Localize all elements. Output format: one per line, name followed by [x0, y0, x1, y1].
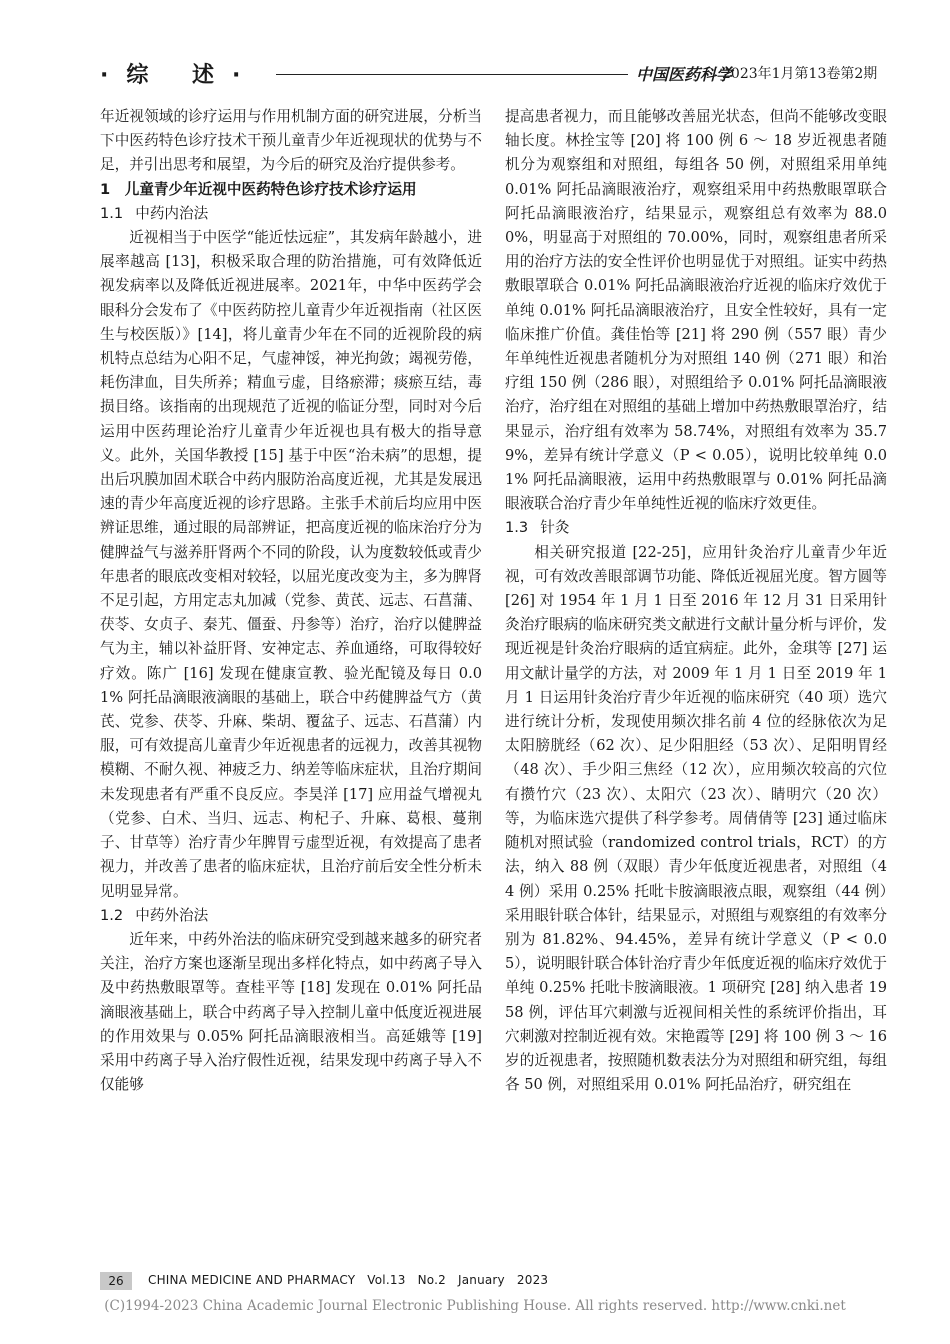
- subsection-number: 1.2: [100, 906, 124, 924]
- page-number: 26: [100, 1272, 132, 1290]
- journal-footer-line: CHINA MEDICINE AND PHARMACY Vol.13 No.2 January 2023: [148, 1273, 549, 1287]
- paragraph-1-2: 近年来，中药外治法的临床研究受到越来越多的研究者关注，治疗方案也逐渐呈现出多样化特点，如中药离子导入及中药热敷眼罩等。查桂平等 [18] 发现在 0.01% 阿托品滴眼液基础上，联合中药离子导入控制儿童中低度近视进展的作用效果与 0.05% 阿托品滴眼液相当。高延娥等 [19] 采用中药离子导入治疗假性近视，结果发现中药离子导入不仅能够: [100, 930, 482, 1094]
- subsection-title: 针灸: [540, 519, 570, 537]
- paragraph-1-1: 近视相当于中医学“能近怯远症”，其发病年龄越小，进展率越高 [13]，积极采取合理的防治措施，可有效降低近视发病率以及降低近视进展率。2021年，中华中医药学会眼科分会发布了《中医药防控儿童青少年近视指南（社区医生与校医版）》[14]，将儿童青少年在不同的近视阶段的病机特点总结为心阳不足，气虚神馁，神光拘敛；竭视劳倦，耗伤津血，目失所养；精血亏虚，目络瘀滞；痰瘀互结，毒损目络。该指南的出现规范了近视的临证分型，同时对今后运用中医药理论治疗儿童青少年近视也具有极大的指导意义。此外，关国华教授 [15] 基于中医“治未病”的思想，提出后巩膜加固术联合中药内服防治高度近视，尤其是发展迅速的青少年高度近视的诊疗思路。主张手术前后均应用中医辨证思维，通过眼的局部辨证，把高度近视的临床治疗分为健脾益气与滋养肝肾两个不同的阶段，认为度数较低或青少年患者的眼底改变相对较轻，以屈光度改变为主，多为脾肾不足引起，方用定志丸加减（党参、黄芪、远志、石菖蒲、茯苓、女贞子、秦艽、僵蚕、丹参等）治疗，治疗以健脾益气为主，辅以补益肝肾、安神定志、养血通络，可取得较好疗效。陈广 [16] 发现在健康宣教、验光配镜及每日 0.01% 阿托品滴眼液滴眼的基础上，联合中药健脾益气方（黄芪、党参、茯苓、升麻、柴胡、覆盆子、远志、石菖蒲）内服，可有效提高儿童青少年近视患者的远视力，改善其视物模糊、不耐久视、神疲乏力、纳差等临床症状，且治疗期间未发现患者有严重不良反应。李昊洋 [17] 应用益气增视丸（党参、白术、当归、远志、枸杞子、升麻、葛根、蔓荆子、甘草等）治疗青少年脾胃亏虚型近视，有效提高了患者视力，并改善了患者的临床症状，且治疗前后安全性分析未见明显异常。: [100, 229, 482, 900]
- intro-paragraph: 年近视领域的诊疗运用与作用机制方面的研究进展，分析当下中医药特色诊疗技术干预儿童青少年近视现状的优势与不足，并引出思考和展望，为今后的研究及治疗提供参考。: [100, 108, 482, 174]
- left-column: [100, 105, 482, 1097]
- subsection-heading-1-2: [100, 904, 482, 928]
- subsection-title: 中药内治法: [135, 204, 209, 222]
- subsection-number: 1.3: [505, 519, 529, 537]
- paragraph-1-2-continued: 提高患者视力，而且能够改善屈光状态，但尚不能够改变眼轴长度。林拴宝等 [20] 将 100 例 6 ～ 18 岁近视患者随机分为观察组和对照组，每组各 50 例，对照组采用单纯 0.01% 阿托品滴眼液治疗，观察组采用中药热敷眼罩联合阿托品滴眼液治疗，结果显示，观察组总有效率为 88.00%，明显高于对照组的 70.00%，同时，观察组患者所采用的治疗方法的安全性评价也明显优于对照组。证实中药热敷眼罩联合 0.01% 阿托品滴眼液治疗近视的临床疗效优于单纯 0.01% 阿托品滴眼液治疗，且安全性较好，具有一定临床推广价值。龚佳怡等 [21] 将 290 例（557 眼）青少年单纯性近视患者随机分为对照组 140 例（271 眼）和治疗组 150 例（286 眼），对照组给予 0.01% 阿托品滴眼液治疗，治疗组在对照组的基础上增加中药热敷眼罩治疗，结果显示，治疗组有效率为 58.74%，对照组有效率为 35.79%，差异有统计学意义（P < 0.05），说明比较单纯 0.01% 阿托品滴眼液，运用中药热敷眼罩与 0.01% 阿托品滴眼液联合治疗青少年单纯性近视的临床疗效更佳。: [505, 108, 887, 513]
- subsection-heading-1-3: [505, 516, 887, 540]
- page-footer: [100, 1272, 860, 1292]
- right-column: [505, 105, 887, 1097]
- subsection-title: 中药外治法: [135, 906, 209, 924]
- journal-name: 中国医药科学: [636, 65, 733, 84]
- copyright-watermark: (C)1994-2023 China Academic Journal Electronic Publishing House. All rights reserved. http://www.cnki.net: [104, 1298, 846, 1314]
- subsection-number: 1.1: [100, 204, 124, 222]
- subsection-heading-1-1: [100, 202, 482, 226]
- section-heading-1: 1 儿童青少年近视中医药特色诊疗技术诊疗运用: [100, 180, 417, 198]
- section-title: ·综 述·: [100, 63, 259, 88]
- paragraph-1-3: 相关研究报道 [22-25]，应用针灸治疗儿童青少年近视，可有效改善眼部调节功能、降低近视屈光度。智方圆等 [26] 对 1954 年 1 月 1 日至 2016 年 12 月 31 日采用针灸治疗眼病的临床研究类文献进行文献计量分析与评价，发现近视是针灸治疗眼病的适宜病症。此外，金琪等 [27] 运用文献计量学的方法，对 2009 年 1 月 1 日至 2019 年 1 月 1 日运用针灸治疗青少年近视的临床研究（40 项）选穴进行统计分析，发现使用频次排名前 4 位的经脉依次为足太阳膀胱经（62 次）、足少阳胆经（53 次）、足阳明胃经（48 次）、手少阳三焦经（12 次），应用频次较高的穴位有攒竹穴（23 次）、太阳穴（23 次）、睛明穴（20 次）等，为临床选穴提供了科学参考。周倩倩等 [23] 通过临床随机对照试验（randomized control trials，RCT）的方法，纳入 88 例（双眼）青少年低度近视患者，对照组（44 例）采用 0.25% 托吡卡胺滴眼液点眼，观察组（44 例）采用眼针联合体针，结果显示，对照组与观察组的有效率分别为 81.82%、94.45%，差异有统计学意义（P < 0.05），说明眼针联合体针治疗青少年低度近视的临床疗效优于单纯 0.25% 托吡卡胺滴眼液。1 项研究 [28] 纳入患者 1958 例，评估耳穴刺激与近视间相关性的系统评价指出，耳穴刺激对控制近视有效。宋艳霞等 [29] 将 100 例 3 ～ 16 岁的近视患者，按照随机数表法分为对照组和研究组，每组各 50 例，对照组采用 0.01% 阿托品治疗，研究组在: [505, 543, 887, 1094]
- page-header: [0, 58, 950, 94]
- header-rule: [276, 74, 628, 75]
- issue-info: 2023年1月第13卷第2期: [722, 66, 878, 82]
